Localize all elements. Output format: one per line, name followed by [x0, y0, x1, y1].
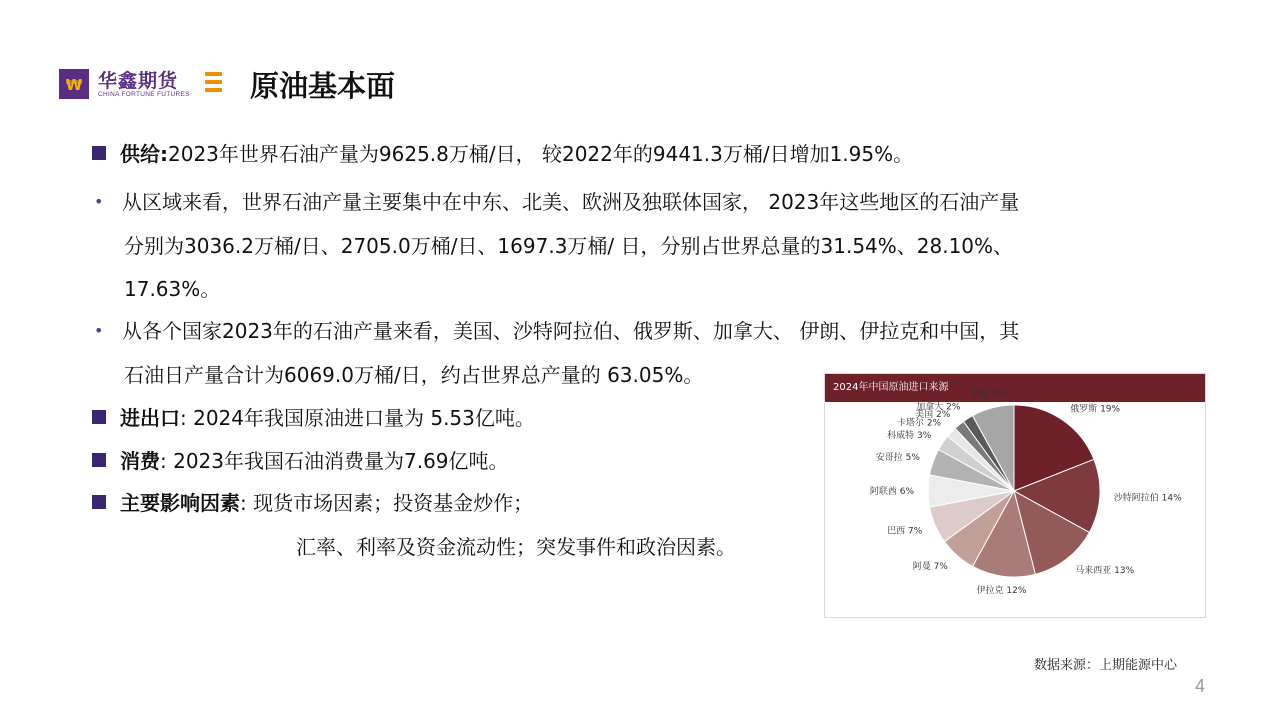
bullet-region-cont — [124, 273, 220, 302]
bullet-import — [92, 402, 535, 431]
square-bullet-icon — [92, 410, 106, 424]
dot-bullet-icon: • — [94, 192, 104, 211]
pie-label-0: 俄罗斯 19% — [1070, 404, 1121, 415]
company-name: 华鑫期货 — [98, 70, 179, 92]
bullet-text: : 现货市场因素；投资基金炒作； — [240, 491, 534, 515]
page-number: 4 — [1195, 676, 1206, 696]
company-name-en: CHINA FORTUNE FUTURES — [98, 91, 190, 98]
bullet-country — [92, 315, 1019, 344]
pie-label-1: 沙特阿拉伯 14% — [1113, 493, 1182, 504]
bullet-text: 从区域来看，世界石油产量主要集中在中东、北美、欧洲及独联体国家， 2023年这些地区的石油产量 — [122, 190, 1020, 214]
page-title: 原油基本面 — [250, 69, 396, 103]
bullet-text: 石油日产量合计为6069.0万桶/日，约占世界总产量的 63.05%。 — [124, 363, 704, 387]
pie-label-8: 科威特 3% — [887, 430, 932, 441]
bullet-text: 17.63%。 — [124, 277, 221, 301]
pie-label-7: 安哥拉 5% — [875, 453, 920, 464]
bullet-text: 分别为3036.2万桶/日、2705.0万桶/日、1697.3万桶/ 日，分别占世界总量的31.54%、28.10%、 — [124, 234, 1014, 258]
chart-title: 2024年中国原油进口来源 — [825, 374, 1205, 402]
pie-label-10: 美国 2% — [915, 409, 951, 420]
bullet-text: 汇率、利率及资金流动性；突发事件和政治因素。 — [296, 535, 736, 559]
square-bullet-icon — [92, 146, 106, 160]
svg-text:₩: ₩ — [65, 76, 83, 94]
data-source: 数据来源：上期能源中心 — [1034, 658, 1178, 673]
bullet-label: 进出口 — [120, 406, 180, 430]
square-bullet-icon — [92, 495, 106, 509]
bullet-label: 消费 — [120, 449, 160, 473]
bullet-consumption — [92, 445, 509, 474]
pie-label-3: 伊拉克 12% — [976, 586, 1027, 597]
bullet-supply — [92, 138, 913, 167]
company-logo-mark — [59, 69, 89, 99]
pie-label-6: 阿联酋 6% — [869, 487, 914, 497]
import-source-pie-chart — [824, 373, 1206, 618]
pie-chart-svg — [825, 390, 1205, 616]
pie-label-12: 其他 8% — [971, 390, 1007, 401]
bullet-country-cont — [124, 359, 703, 388]
bullet-text: 从各个国家2023年的石油产量来看，美国、沙特阿拉伯、俄罗斯、加拿大、 伊朗、伊拉克和中国，其 — [122, 319, 1020, 343]
pie-label-4: 阿曼 7% — [912, 562, 948, 573]
pie-label-2: 马来西亚 13% — [1075, 566, 1135, 577]
bullet-factors-cont — [296, 531, 736, 560]
pie-label-11: 加拿大 2% — [916, 402, 961, 413]
bullet-label: 供给: — [120, 142, 168, 166]
bullet-factors — [92, 487, 533, 516]
bullet-region — [92, 186, 1019, 215]
pie-label-9: 卡塔尔 2% — [896, 418, 942, 429]
dot-bullet-icon: • — [94, 321, 104, 340]
bullet-text: 2023年世界石油产量为9625.8万桶/日， 较2022年的9441.3万桶/日增加1.95%。 — [168, 142, 914, 166]
pie-label-5: 巴西 7% — [887, 526, 923, 537]
bullet-region-cont — [124, 230, 1013, 259]
bullet-text: : 2023年我国石油消费量为7.69亿吨。 — [160, 449, 509, 473]
bullet-text: : 2024年我国原油进口量为 5.53亿吨。 — [180, 406, 535, 430]
menu-icon — [205, 72, 222, 92]
bullet-label: 主要影响因素 — [120, 491, 240, 515]
square-bullet-icon — [92, 453, 106, 467]
